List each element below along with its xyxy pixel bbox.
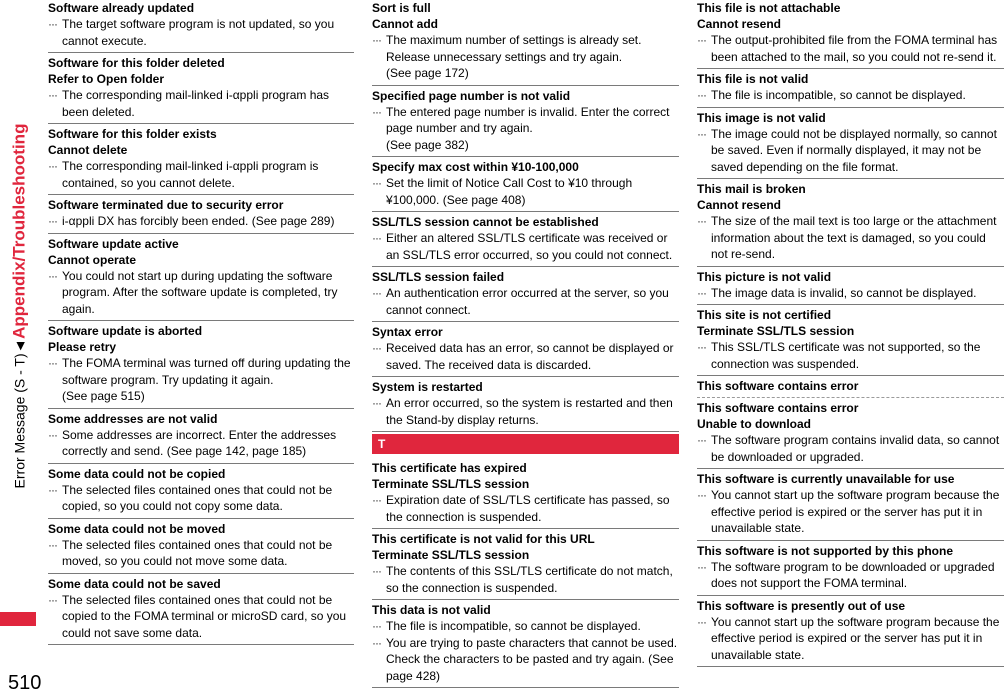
error-description: ··· The image could not be displayed normally, so cannot be saved. Even if normally displayed, it may not be saved depending on the file format.: [697, 126, 1004, 176]
error-entry: [697, 307, 1004, 376]
error-title: Software for this folder exists: [48, 127, 217, 141]
error-title: This file is not attachable: [697, 1, 841, 15]
error-title: Terminate SSL/TLS session: [372, 548, 530, 562]
error-entry: [48, 236, 354, 322]
error-entry: [48, 55, 354, 124]
section-header-t: T: [372, 434, 679, 454]
error-description: ··· Either an altered SSL/TLS certificate was received or an SSL/TLS error occurred, so you could not connect.: [372, 230, 679, 263]
error-title: Software for this folder deleted: [48, 56, 225, 70]
error-entry: [48, 0, 354, 53]
error-entry: [372, 269, 679, 322]
error-title: This data is not valid: [372, 603, 491, 617]
error-description: ··· The corresponding mail-linked i-αppli program has been deleted.: [48, 87, 354, 120]
error-description: ··· The file is incompatible, so cannot be displayed.: [697, 87, 1004, 104]
error-entry: [48, 323, 354, 409]
error-title: Some data could not be saved: [48, 576, 221, 591]
error-entry: [48, 126, 354, 195]
error-entry: [372, 159, 679, 212]
error-title: Specified page number is not valid: [372, 88, 571, 103]
error-title: Sort is full: [372, 1, 431, 15]
error-description: ··· The target software program is not updated, so you cannot execute.: [48, 16, 354, 49]
error-description: ··· Received data has an error, so cannot be displayed or saved. The received data is discarded.: [372, 340, 679, 373]
error-description: ··· The FOMA terminal was turned off during updating the software program. Try updating it again. (See page 515): [48, 355, 354, 405]
error-title: Refer to Open folder: [48, 72, 165, 86]
error-title: Cannot operate: [48, 252, 137, 267]
error-title: This certificate is not valid for this URL: [372, 532, 595, 546]
error-description: ··· The contents of this SSL/TLS certificate do not match, so the connection is suspended.: [372, 563, 679, 596]
error-entry: [697, 543, 1004, 596]
error-entry: [372, 379, 679, 432]
error-description: ··· An error occurred, so the system is restarted and then the Stand-by display returns.: [372, 395, 679, 428]
arrow-icon: ◀: [13, 341, 26, 351]
error-title: Syntax error: [372, 325, 443, 339]
error-title: This mail is broken: [697, 182, 806, 196]
error-title: This picture is not valid: [697, 269, 832, 284]
error-description: ··· The maximum number of settings is already set. Release unnecessary settings and try again. (See page 172): [372, 32, 679, 82]
error-description: ··· The selected files contained ones that could not be copied to the FOMA terminal or microSD card, so you could not save some data.: [48, 592, 354, 642]
error-entry: [372, 324, 679, 377]
side-index-tab: [0, 0, 36, 697]
error-description: ··· You cannot start up the software program because the effective period is expired or the server has put it in unavailable state.: [697, 487, 1004, 537]
error-entry: [697, 110, 1004, 180]
error-description: ··· The output-prohibited file from the FOMA terminal has been attached to the mail, so you could not re-send it.: [697, 32, 1004, 65]
error-title: SSL/TLS session cannot be established: [372, 215, 599, 229]
error-entry: [697, 181, 1004, 267]
error-title: Terminate SSL/TLS session: [697, 324, 855, 338]
error-entry: [697, 471, 1004, 541]
error-title: Software update is aborted: [48, 324, 203, 338]
error-title: This software is currently unavailable for use: [697, 472, 955, 486]
error-description: ··· The selected files contained ones that could not be moved, so you could not move some data.: [48, 537, 354, 570]
column-1: [48, 0, 354, 647]
error-description: ··· Set the limit of Notice Call Cost to ¥10 through ¥100,000. (See page 408): [372, 175, 679, 208]
breadcrumb: Error Message (S - T): [11, 353, 27, 489]
error-entry: [372, 88, 679, 158]
section-title: Appendix/Troubleshooting: [9, 123, 28, 339]
error-title: This software is presently out of use: [697, 598, 906, 613]
error-title: Unable to download: [697, 417, 811, 431]
error-title: Specify max cost within ¥10-100,000: [372, 160, 579, 174]
error-description: ··· The software program to be downloaded or upgraded does not support the FOMA terminal.: [697, 559, 1004, 592]
error-title: This image is not valid: [697, 110, 826, 125]
error-title: Cannot resend: [697, 198, 782, 212]
error-entry: [372, 214, 679, 267]
error-title: Terminate SSL/TLS session: [372, 477, 530, 491]
error-entry: [697, 71, 1004, 108]
error-description: ··· The entered page number is invalid. Enter the correct page number and try again. (See page 382): [372, 104, 679, 154]
error-description: ··· The file is incompatible, so cannot be displayed.: [372, 618, 679, 635]
error-description: ··· Some addresses are incorrect. Enter the addresses correctly and send. (See page 142, page 185): [48, 427, 354, 460]
error-title: Software already updated: [48, 1, 195, 15]
error-entry: [697, 378, 1004, 398]
error-entry: [48, 197, 354, 234]
error-description: ··· The image data is invalid, so cannot be displayed.: [697, 285, 1004, 302]
section-marker-bar: [0, 612, 36, 626]
error-description: ··· Expiration date of SSL/TLS certificate has passed, so the connection is suspended.: [372, 492, 679, 525]
error-description: ··· The software program contains invalid data, so cannot be downloaded or upgraded.: [697, 432, 1004, 465]
error-title: This software is not supported by this phone: [697, 543, 954, 558]
error-title: This software contains error: [697, 401, 859, 415]
page-number: 510: [8, 672, 42, 694]
error-title: Software update active: [48, 236, 179, 251]
error-description: ··· i-αppli DX has forcibly been ended. (See page 289): [48, 213, 354, 230]
error-title: Some addresses are not valid: [48, 411, 218, 426]
error-entry: [48, 576, 354, 646]
error-title: This file is not valid: [697, 72, 809, 86]
error-entry: [372, 460, 679, 529]
error-title: Cannot add: [372, 17, 438, 31]
error-entry: [697, 0, 1004, 69]
error-description: ··· You are trying to paste characters that cannot be used. Check the characters to be pasted and try again. (See page 428): [372, 635, 679, 685]
error-entry: [697, 598, 1004, 668]
error-title: This site is not certified: [697, 308, 832, 322]
error-title: Cannot delete: [48, 143, 128, 157]
error-description: ··· The size of the mail text is too large or the attachment information about the text is damaged, so you could not re-send.: [697, 213, 1004, 263]
error-entry: [372, 531, 679, 600]
error-title: This certificate has expired: [372, 461, 527, 475]
error-description: ··· You cannot start up the software program because the effective period is expired or the server has put it in unavailable state.: [697, 614, 1004, 664]
error-description: ··· The corresponding mail-linked i-αppli program is contained, so you cannot delete.: [48, 158, 354, 191]
error-description: ··· The selected files contained ones that could not be copied, so you could not copy some data.: [48, 482, 354, 515]
error-entry: [372, 0, 679, 86]
error-title: System is restarted: [372, 380, 483, 394]
error-description: ··· You could not start up during updating the software program. After the software update is completed, try again.: [48, 268, 354, 318]
error-title: Cannot resend: [697, 17, 782, 31]
error-title: Please retry: [48, 340, 117, 354]
error-title: This software contains error: [697, 379, 859, 393]
column-3: [697, 0, 1004, 669]
error-entry: [48, 466, 354, 519]
error-entry: [697, 269, 1004, 306]
error-title: Some data could not be copied: [48, 466, 226, 481]
error-description: ··· This SSL/TLS certificate was not supported, so the connection was suspended.: [697, 339, 1004, 372]
error-entry: [48, 521, 354, 574]
error-description: ··· An authentication error occurred at the server, so you cannot connect.: [372, 285, 679, 318]
error-entry: [48, 411, 354, 464]
error-title: Software terminated due to security error: [48, 198, 284, 212]
error-entry: [372, 602, 679, 688]
error-entry: [697, 400, 1004, 469]
column-2: [372, 0, 679, 690]
error-title: SSL/TLS session failed: [372, 270, 505, 284]
error-title: Some data could not be moved: [48, 521, 226, 536]
